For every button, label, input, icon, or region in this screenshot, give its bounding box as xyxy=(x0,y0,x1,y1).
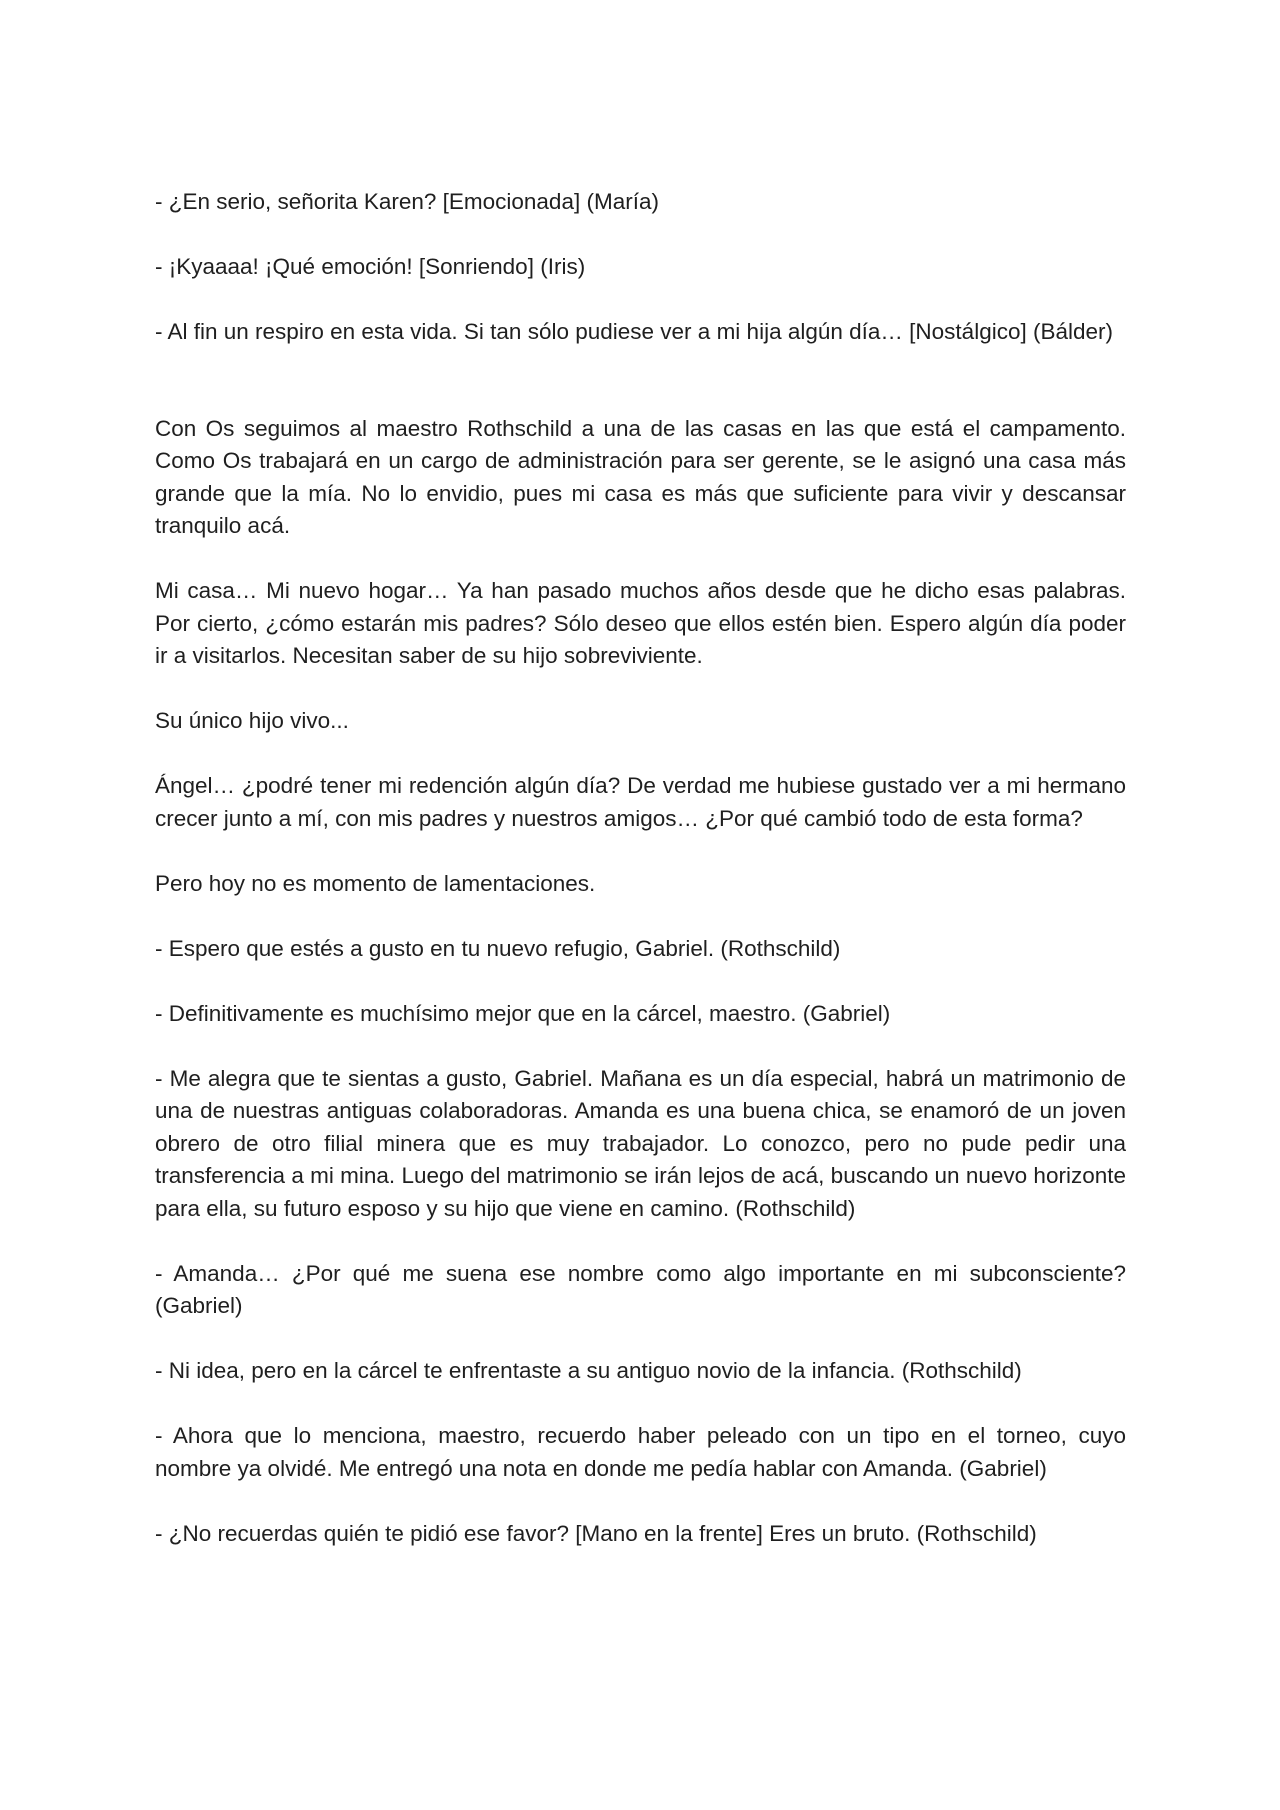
dialogue-line-maria: - ¿En serio, señorita Karen? [Emocionada] (María) xyxy=(155,189,659,214)
narration-paragraph: Ángel… ¿podré tener mi redención algún día? De verdad me hubiese gustado ver a mi hermano crecer junto a mí, con mis padres y nuestros amigos… ¿Por qué cambió todo de esta forma? xyxy=(155,773,1126,831)
narration-paragraph: Pero hoy no es momento de lamentaciones. xyxy=(155,870,596,896)
dialogue-line-gabriel: - Amanda… ¿Por qué me suena ese nombre como algo importante en mi subconsciente? (Gabriel) xyxy=(155,1260,1126,1318)
narration-paragraph: Mi casa… Mi nuevo hogar… Ya han pasado muchos años desde que he dicho esas palabras. Por cierto, ¿cómo estarán mis padres? Sólo deseo que ellos estén bien. Espero algún día poder ir a visitarlos. Necesitan saber de su hijo sobreviviente. xyxy=(155,578,1126,668)
narration-paragraph: Con Os seguimos al maestro Rothschild a una de las casas en las que está el campamento. Como Os trabajará en un cargo de administración para ser gerente, se le asignó una casa más grande que la mía. No lo envidio, pues mi casa es más que suficiente para vivir y descansar tranquilo acá. xyxy=(155,415,1126,538)
dialogue-line-rothschild: - Me alegra que te sientas a gusto, Gabriel. Mañana es un día especial, habrá un matrimonio de una de nuestras antiguas colaboradoras. Amanda es una buena chica, se enamoró de un joven obrero de otro filial minera que es muy trabajador. Lo conozco, pero no pude pedir una transferencia a mi mina. Luego del matrimonio se irán lejos de acá, buscando un nuevo horizonte para ella, su futuro esposo y su hijo que viene en camino. (Rothschild) xyxy=(155,1065,1126,1221)
dialogue-line-rothschild: - Ni idea, pero en la cárcel te enfrentaste a su antiguo novio de la infancia. (Rothschild) xyxy=(155,1358,1022,1383)
dialogue-line-rothschild: - Espero que estés a gusto en tu nuevo refugio, Gabriel. (Rothschild) xyxy=(155,935,841,961)
dialogue-line-rothschild: - ¿No recuerdas quién te pidió ese favor? [Mano en la frente] Eres un bruto. (Rothschild) xyxy=(155,1520,1037,1546)
document-body xyxy=(155,186,1126,1583)
narration-paragraph: Su único hijo vivo... xyxy=(155,708,349,733)
dialogue-line-gabriel: - Ahora que lo menciona, maestro, recuerdo haber peleado con un tipo en el torneo, cuyo nombre ya olvidé. Me entregó una nota en donde me pedía hablar con Amanda. (Gabriel) xyxy=(155,1423,1126,1481)
dialogue-line-gabriel: - Definitivamente es muchísimo mejor que en la cárcel, maestro. (Gabriel) xyxy=(155,1000,891,1026)
dialogue-line-balder: - Al fin un respiro en esta vida. Si tan sólo pudiese ver a mi hija algún día… [Nostálgico] (Bálder) xyxy=(155,319,1113,344)
dialogue-line-iris: - ¡Kyaaaa! ¡Qué emoción! [Sonriendo] (Iris) xyxy=(155,254,586,279)
